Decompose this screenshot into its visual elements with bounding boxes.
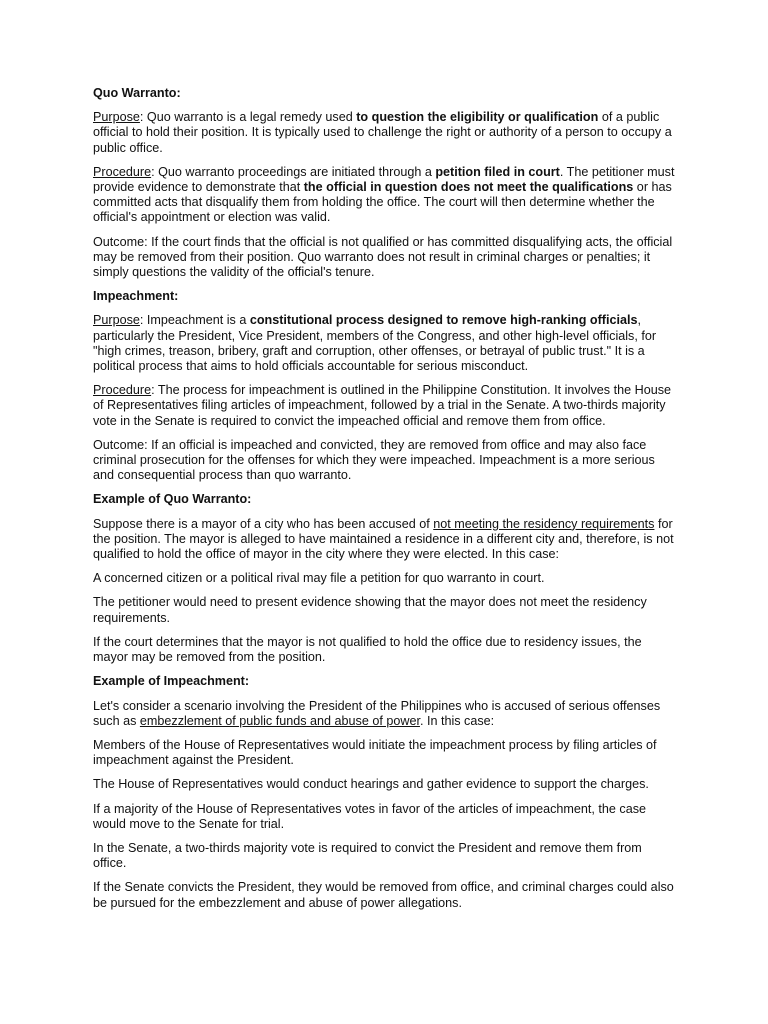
impeachment-outcome-paragraph: Outcome: If an official is impeached and convicted, they are removed from office and may also face criminal prosecution for the offenses for which they were impeached. Impeachment is a more serious and consequential process than quo warranto.	[93, 437, 655, 483]
example-quo-warranto-paragraph: The petitioner would need to present evidence showing that the mayor does not meet the residency requirements.	[93, 595, 647, 625]
section-heading-example-quo-warranto: Example of Quo Warranto:	[93, 492, 252, 507]
quo-warranto-procedure-paragraph	[93, 165, 678, 226]
procedure-emphasis: the official in question does not meet the qualifications	[303, 180, 634, 195]
purpose-text: , particularly the President, Vice President, members of the Congress, and other high-level officials, for "high crimes, treason, bribery, graft and corruption, other offenses, or betrayal of public trust." It is a political process that aims to hold officials accountable for serious misconduct.	[93, 313, 657, 374]
intro-text: for the position. The mayor is alleged to have maintained a residence in a different city and, therefore, is not qualified to hold the office of mayor in the city where they were elected. In this case:	[93, 516, 674, 562]
example-impeachment-paragraph: In the Senate, a two-thirds majority vote is required to convict the President and remove them from office.	[93, 840, 642, 871]
purpose-text: : Impeachment is a	[139, 313, 250, 328]
example-impeachment-paragraph: The House of Representatives would conduct hearings and gather evidence to support the charges.	[93, 777, 649, 792]
section-heading-impeachment: Impeachment:	[93, 289, 179, 304]
example-impeachment-paragraph: Members of the House of Representatives would initiate the impeachment process by filing articles of impeachment against the President.	[93, 737, 657, 768]
document-page	[93, 86, 678, 920]
example-quo-warranto-paragraph: If the court determines that the mayor is not qualified to hold the office due to residency issues, the mayor may be removed from the position.	[93, 634, 642, 665]
example-quo-warranto-intro	[93, 517, 678, 563]
procedure-text: : The process for impeachment is outlined in the Philippine Constitution. It involves the House of Representatives filing articles of impeachment, followed by a trial in the Senate. A two-thirds majority vote in the Senate is required to convict the impeached official and remove them from office.	[93, 383, 672, 428]
procedure-label: Procedure	[93, 383, 152, 398]
impeachment-procedure-paragraph	[93, 383, 678, 429]
example-impeachment-paragraph: If the Senate convicts the President, they would be removed from office, and criminal charges could also be pursued for the embezzlement and abuse of power allegations.	[93, 880, 674, 910]
purpose-label: Purpose	[93, 313, 140, 328]
intro-text: . In this case:	[419, 713, 495, 728]
section-heading-quo-warranto: Quo Warranto:	[93, 86, 181, 100]
purpose-label: Purpose	[93, 110, 140, 125]
purpose-emphasis: to question the eligibility or qualification	[356, 110, 599, 125]
example-impeachment-intro	[93, 699, 678, 729]
intro-underlined: not meeting the residency requirements	[433, 516, 655, 531]
quo-warranto-outcome-paragraph: Outcome: If the court finds that the official is not qualified or has committed disqualifying acts, the official may be removed from their position. Quo warranto does not result in criminal charges or penalties; it simply questions the validity of the official's tenure.	[93, 234, 673, 280]
procedure-label: Procedure	[93, 164, 152, 179]
purpose-text: of a public official to hold their position. It is typically used to challenge the right or authority of a person to occupy a public office.	[93, 110, 672, 155]
example-quo-warranto-paragraph: A concerned citizen or a political rival may file a petition for quo warranto in court.	[93, 571, 545, 586]
impeachment-purpose-paragraph	[93, 313, 678, 374]
procedure-text: or has committed acts that disqualify them from holding the office. The court will then determine whether the official's appointment or election was valid.	[93, 180, 672, 225]
purpose-emphasis: constitutional process designed to remove high-ranking officials	[249, 313, 638, 328]
quo-warranto-purpose-paragraph	[93, 110, 678, 156]
intro-text: Let's consider a scenario involving the President of the Philippines who is accused of serious offenses such as	[93, 698, 661, 728]
procedure-text: . The petitioner must provide evidence to demonstrate that	[93, 164, 675, 195]
purpose-text: : Quo warranto is a legal remedy used	[139, 110, 357, 125]
procedure-text: : Quo warranto proceedings are initiated through a	[151, 164, 436, 179]
intro-text: Suppose there is a mayor of a city who has been accused of	[93, 516, 434, 531]
section-heading-example-impeachment: Example of Impeachment:	[93, 674, 250, 689]
procedure-emphasis: petition filed in court	[435, 164, 560, 179]
example-impeachment-paragraph: If a majority of the House of Representatives votes in favor of the articles of impeachment, the case would move to the Senate for trial.	[93, 801, 646, 831]
intro-underlined: embezzlement of public funds and abuse of power	[139, 713, 420, 728]
